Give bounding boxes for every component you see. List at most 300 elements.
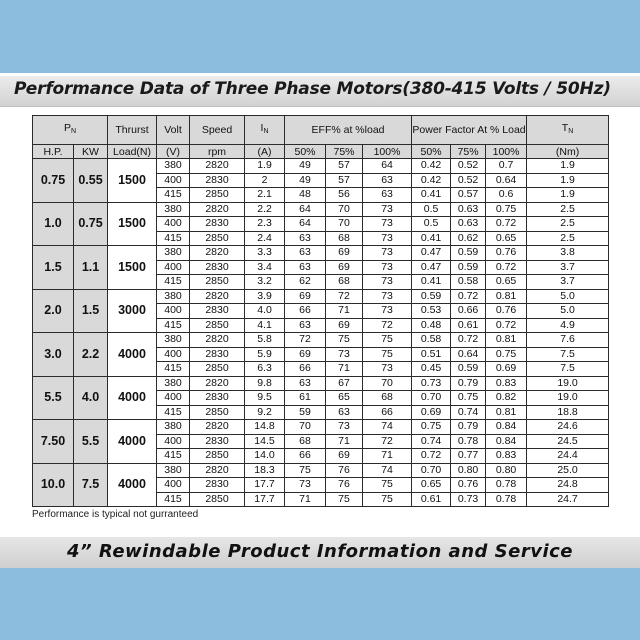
table-cell: 0.53 (412, 304, 451, 319)
table-cell: 75 (285, 463, 326, 478)
table-cell: 3.2 (245, 275, 285, 290)
table-cell: 2850 (190, 405, 245, 420)
table-body (33, 159, 609, 507)
table-row (33, 202, 609, 217)
table-cell: 400 (157, 434, 190, 449)
hp-cell: 1.5 (33, 246, 74, 290)
table-cell: 75 (363, 333, 412, 348)
table-cell: 2850 (190, 362, 245, 377)
table-cell: 415 (157, 188, 190, 203)
table-cell: 66 (285, 449, 326, 464)
header-thrust: Thrurst (108, 116, 157, 145)
table-cell: 2.5 (527, 231, 609, 246)
title-bar (0, 76, 640, 107)
table-cell: 75 (363, 347, 412, 362)
table-cell: 0.7 (486, 159, 527, 174)
table-cell: 2.4 (245, 231, 285, 246)
table-cell: 70 (363, 376, 412, 391)
table-cell: 0.5 (412, 217, 451, 232)
load-cell: 4000 (108, 463, 157, 507)
table-cell: 56 (326, 188, 363, 203)
table-cell: 0.59 (451, 260, 486, 275)
table-cell: 69 (326, 260, 363, 275)
table-cell: 2820 (190, 289, 245, 304)
table-cell: 57 (326, 159, 363, 174)
table-cell: 24.6 (527, 420, 609, 435)
table-row (33, 420, 609, 435)
table-cell: 2.3 (245, 217, 285, 232)
table-row (33, 333, 609, 348)
subheader-cell: Load(N) (108, 145, 157, 159)
bottom-blue-band (0, 568, 640, 640)
table-cell: 69 (285, 347, 326, 362)
table-cell: 9.5 (245, 391, 285, 406)
table-cell: 415 (157, 449, 190, 464)
table-cell: 49 (285, 159, 326, 174)
table-row (33, 376, 609, 391)
table-cell: 0.70 (412, 463, 451, 478)
table-cell: 1.9 (527, 188, 609, 203)
subheader-cell: 75% (451, 145, 486, 159)
kw-cell: 7.5 (74, 463, 108, 507)
table-cell: 415 (157, 405, 190, 420)
table-cell: 73 (363, 217, 412, 232)
table-cell: 0.63 (451, 217, 486, 232)
table-cell: 24.4 (527, 449, 609, 464)
table-cell: 0.72 (451, 289, 486, 304)
table-cell: 3.7 (527, 275, 609, 290)
table-cell: 68 (326, 231, 363, 246)
table-cell: 0.75 (451, 391, 486, 406)
table-cell: 2850 (190, 275, 245, 290)
table-cell: 18.8 (527, 405, 609, 420)
table-cell: 4.1 (245, 318, 285, 333)
table-header (33, 116, 609, 159)
top-blue-band (0, 0, 640, 73)
table-cell: 66 (285, 362, 326, 377)
table-cell: 66 (285, 304, 326, 319)
hp-cell: 0.75 (33, 159, 74, 203)
table-cell: 1.9 (245, 159, 285, 174)
table-cell: 17.7 (245, 492, 285, 507)
table-cell: 3.7 (527, 260, 609, 275)
table-cell: 0.42 (412, 173, 451, 188)
table-cell: 0.84 (486, 420, 527, 435)
table-cell: 63 (326, 405, 363, 420)
table-cell: 2830 (190, 304, 245, 319)
table-cell: 0.6 (486, 188, 527, 203)
table-cell: 0.65 (486, 275, 527, 290)
table-cell: 0.72 (486, 260, 527, 275)
table-cell: 14.0 (245, 449, 285, 464)
table-row (33, 289, 609, 304)
table-cell: 72 (326, 289, 363, 304)
table-cell: 2850 (190, 318, 245, 333)
table-cell: 0.61 (412, 492, 451, 507)
table-cell: 415 (157, 362, 190, 377)
table-cell: 75 (326, 333, 363, 348)
table-cell: 75 (363, 492, 412, 507)
table-cell: 380 (157, 333, 190, 348)
table-cell: 0.70 (412, 391, 451, 406)
table-cell: 73 (326, 420, 363, 435)
table-cell: 2820 (190, 333, 245, 348)
hp-cell: 3.0 (33, 333, 74, 377)
table-cell: 2.5 (527, 217, 609, 232)
table-cell: 2850 (190, 492, 245, 507)
load-cell: 3000 (108, 289, 157, 333)
subheader-cell: (A) (245, 145, 285, 159)
table-cell: 0.41 (412, 231, 451, 246)
table-cell: 0.77 (451, 449, 486, 464)
table-cell: 0.69 (486, 362, 527, 377)
table-cell: 48 (285, 188, 326, 203)
table-cell: 72 (285, 333, 326, 348)
table-cell: 9.2 (245, 405, 285, 420)
table-cell: 380 (157, 376, 190, 391)
table-cell: 19.0 (527, 391, 609, 406)
table-cell: 73 (363, 304, 412, 319)
table-cell: 0.81 (486, 333, 527, 348)
table-cell: 4.9 (527, 318, 609, 333)
table-cell: 0.83 (486, 376, 527, 391)
table-cell: 0.59 (451, 362, 486, 377)
header-volt: Volt (157, 116, 190, 145)
table-cell: 0.74 (412, 434, 451, 449)
kw-cell: 2.2 (74, 333, 108, 377)
table-cell: 1.9 (527, 159, 609, 174)
table-cell: 400 (157, 173, 190, 188)
table-cell: 70 (326, 217, 363, 232)
table-cell: 6.3 (245, 362, 285, 377)
table-cell: 0.41 (412, 188, 451, 203)
table-cell: 5.8 (245, 333, 285, 348)
subheader-cell: rpm (190, 145, 245, 159)
hp-cell: 2.0 (33, 289, 74, 333)
table-cell: 66 (363, 405, 412, 420)
table-cell: 0.65 (486, 231, 527, 246)
table-cell: 24.7 (527, 492, 609, 507)
subheader-cell: 50% (285, 145, 326, 159)
table-cell: 73 (363, 289, 412, 304)
table-cell: 74 (363, 463, 412, 478)
load-cell: 1500 (108, 202, 157, 246)
table-cell: 59 (285, 405, 326, 420)
table-cell: 0.62 (451, 231, 486, 246)
table-cell: 380 (157, 159, 190, 174)
table-cell: 76 (326, 463, 363, 478)
footer-bar (0, 537, 640, 568)
table-cell: 61 (285, 391, 326, 406)
footer-title: 4” Rewindable Product Information and Service (66, 541, 573, 562)
header-power-factor: Power Factor At % Load (412, 116, 527, 145)
table-cell: 71 (326, 434, 363, 449)
table-cell: 400 (157, 347, 190, 362)
table-cell: 0.78 (486, 492, 527, 507)
table-cell: 0.63 (451, 202, 486, 217)
table-cell: 71 (326, 362, 363, 377)
table-cell: 0.58 (451, 275, 486, 290)
table-cell: 68 (285, 434, 326, 449)
load-cell: 1500 (108, 246, 157, 290)
table-row (33, 463, 609, 478)
table-cell: 0.69 (412, 405, 451, 420)
table-cell: 2820 (190, 420, 245, 435)
table-cell: 0.75 (486, 347, 527, 362)
table-cell: 71 (285, 492, 326, 507)
table-cell: 5.9 (245, 347, 285, 362)
kw-cell: 1.5 (74, 289, 108, 333)
table-cell: 0.81 (486, 405, 527, 420)
table-cell: 1.9 (527, 173, 609, 188)
table-cell: 2820 (190, 463, 245, 478)
table-cell: 0.81 (486, 289, 527, 304)
table-cell: 2830 (190, 173, 245, 188)
kw-cell: 0.55 (74, 159, 108, 203)
table-cell: 0.76 (486, 246, 527, 261)
table-cell: 24.5 (527, 434, 609, 449)
subheader-cell: 50% (412, 145, 451, 159)
table-cell: 68 (363, 391, 412, 406)
table-cell: 2830 (190, 391, 245, 406)
table-cell: 2.1 (245, 188, 285, 203)
table-cell: 380 (157, 202, 190, 217)
load-cell: 4000 (108, 333, 157, 377)
table-cell: 0.72 (451, 333, 486, 348)
table-cell: 72 (363, 318, 412, 333)
table-cell: 63 (285, 376, 326, 391)
table-cell: 75 (363, 478, 412, 493)
table-cell: 25.0 (527, 463, 609, 478)
table-cell: 67 (326, 376, 363, 391)
table-cell: 400 (157, 304, 190, 319)
load-cell: 4000 (108, 376, 157, 420)
table-cell: 69 (285, 289, 326, 304)
subheader-cell: 75% (326, 145, 363, 159)
header-tn: $T_N$ (527, 116, 609, 145)
table-cell: 0.75 (486, 202, 527, 217)
table-cell: 3.8 (527, 246, 609, 261)
table-cell: 0.79 (451, 420, 486, 435)
table-cell: 0.74 (451, 405, 486, 420)
header-speed: Speed (190, 116, 245, 145)
table-cell: 0.72 (486, 217, 527, 232)
table-cell: 0.47 (412, 260, 451, 275)
table-cell: 0.52 (451, 159, 486, 174)
table-cell: 415 (157, 318, 190, 333)
table-cell: 0.58 (412, 333, 451, 348)
table-cell: 0.64 (451, 347, 486, 362)
table-cell: 63 (285, 246, 326, 261)
kw-cell: 5.5 (74, 420, 108, 464)
table-cell: 2.5 (527, 202, 609, 217)
table-cell: 2820 (190, 376, 245, 391)
load-cell: 1500 (108, 159, 157, 203)
table-row (33, 159, 609, 174)
disclaimer-note: Performance is typical not gurranteed (32, 509, 199, 520)
table-cell: 73 (363, 231, 412, 246)
table-cell: 0.59 (412, 289, 451, 304)
table-cell: 0.48 (412, 318, 451, 333)
table-cell: 64 (285, 202, 326, 217)
table-cell: 19.0 (527, 376, 609, 391)
table-cell: 73 (363, 246, 412, 261)
table-cell: 0.83 (486, 449, 527, 464)
table-cell: 2820 (190, 246, 245, 261)
hp-cell: 10.0 (33, 463, 74, 507)
table-cell: 0.73 (451, 492, 486, 507)
subheader-cell: 100% (486, 145, 527, 159)
table-cell: 69 (326, 318, 363, 333)
table-cell: 0.84 (486, 434, 527, 449)
table-cell: 70 (285, 420, 326, 435)
subheader-cell: (V) (157, 145, 190, 159)
table-cell: 0.47 (412, 246, 451, 261)
table-cell: 0.78 (451, 434, 486, 449)
table-cell: 0.5 (412, 202, 451, 217)
kw-cell: 1.1 (74, 246, 108, 290)
table-cell: 0.82 (486, 391, 527, 406)
table-cell: 0.80 (451, 463, 486, 478)
table-cell: 7.5 (527, 362, 609, 377)
performance-table (32, 115, 609, 507)
table-cell: 4.0 (245, 304, 285, 319)
table-cell: 64 (363, 159, 412, 174)
kw-cell: 4.0 (74, 376, 108, 420)
hp-cell: 1.0 (33, 202, 74, 246)
table-cell: 0.72 (412, 449, 451, 464)
table-cell: 69 (326, 449, 363, 464)
table-cell: 63 (285, 260, 326, 275)
header-row-1 (33, 116, 609, 145)
table-cell: 0.66 (451, 304, 486, 319)
header-in: $I_N$ (245, 116, 285, 145)
table-cell: 400 (157, 260, 190, 275)
table-cell: 3.4 (245, 260, 285, 275)
table-cell: 400 (157, 391, 190, 406)
table-cell: 71 (326, 304, 363, 319)
page-title: Performance Data of Three Phase Motors(380-415 Volts / 50Hz) (14, 79, 611, 99)
header-row-2 (33, 145, 609, 159)
table-cell: 2830 (190, 434, 245, 449)
table-cell: 0.59 (451, 246, 486, 261)
table-cell: 5.0 (527, 289, 609, 304)
table-cell: 2.2 (245, 202, 285, 217)
table-cell: 0.76 (486, 304, 527, 319)
header-pn: $P_N$ (33, 116, 108, 145)
table-cell: 73 (363, 202, 412, 217)
table-cell: 380 (157, 246, 190, 261)
hp-cell: 7.50 (33, 420, 74, 464)
table-cell: 72 (363, 434, 412, 449)
subheader-cell: H.P. (33, 145, 74, 159)
table-cell: 49 (285, 173, 326, 188)
kw-cell: 0.75 (74, 202, 108, 246)
table-cell: 3.3 (245, 246, 285, 261)
subheader-cell: KW (74, 145, 108, 159)
table-cell: 400 (157, 217, 190, 232)
table-cell: 68 (326, 275, 363, 290)
table-cell: 65 (326, 391, 363, 406)
table-cell: 2 (245, 173, 285, 188)
table-cell: 17.7 (245, 478, 285, 493)
table-cell: 70 (326, 202, 363, 217)
table-cell: 73 (363, 260, 412, 275)
table-cell: 3.9 (245, 289, 285, 304)
table-cell: 400 (157, 478, 190, 493)
table-cell: 0.61 (451, 318, 486, 333)
table-cell: 63 (285, 231, 326, 246)
table-cell: 74 (363, 420, 412, 435)
table-cell: 63 (285, 318, 326, 333)
subheader-cell: 100% (363, 145, 412, 159)
table-cell: 0.57 (451, 188, 486, 203)
table-cell: 63 (363, 173, 412, 188)
table-cell: 380 (157, 420, 190, 435)
table-cell: 2850 (190, 231, 245, 246)
table-cell: 24.8 (527, 478, 609, 493)
table-cell: 76 (326, 478, 363, 493)
table-cell: 73 (326, 347, 363, 362)
table-cell: 57 (326, 173, 363, 188)
table-cell: 0.45 (412, 362, 451, 377)
table-cell: 75 (326, 492, 363, 507)
table-cell: 0.64 (486, 173, 527, 188)
table-cell: 63 (363, 188, 412, 203)
table-cell: 14.8 (245, 420, 285, 435)
table-cell: 0.42 (412, 159, 451, 174)
table-cell: 5.0 (527, 304, 609, 319)
table-cell: 0.78 (486, 478, 527, 493)
table-cell: 0.76 (451, 478, 486, 493)
hp-cell: 5.5 (33, 376, 74, 420)
table-cell: 2830 (190, 478, 245, 493)
table-cell: 380 (157, 289, 190, 304)
table-cell: 73 (363, 362, 412, 377)
table-cell: 0.51 (412, 347, 451, 362)
table-cell: 0.75 (412, 420, 451, 435)
table-cell: 0.52 (451, 173, 486, 188)
subheader-cell: (Nm) (527, 145, 609, 159)
table-cell: 14.5 (245, 434, 285, 449)
table-cell: 2850 (190, 449, 245, 464)
table-cell: 71 (363, 449, 412, 464)
table-cell: 69 (326, 246, 363, 261)
table-cell: 0.65 (412, 478, 451, 493)
table-cell: 0.80 (486, 463, 527, 478)
table-cell: 62 (285, 275, 326, 290)
table-cell: 2830 (190, 217, 245, 232)
table-cell: 2850 (190, 188, 245, 203)
table-cell: 415 (157, 231, 190, 246)
header-eff: EFF% at %load (285, 116, 412, 145)
table-cell: 2830 (190, 260, 245, 275)
table-cell: 380 (157, 463, 190, 478)
table-cell: 9.8 (245, 376, 285, 391)
table-cell: 2830 (190, 347, 245, 362)
table-cell: 73 (363, 275, 412, 290)
table-cell: 0.41 (412, 275, 451, 290)
table-cell: 0.72 (486, 318, 527, 333)
table-cell: 0.73 (412, 376, 451, 391)
table-cell: 18.3 (245, 463, 285, 478)
table-cell: 73 (285, 478, 326, 493)
table-cell: 415 (157, 275, 190, 290)
table-row (33, 246, 609, 261)
table-cell: 64 (285, 217, 326, 232)
table-cell: 2820 (190, 159, 245, 174)
table-cell: 7.6 (527, 333, 609, 348)
